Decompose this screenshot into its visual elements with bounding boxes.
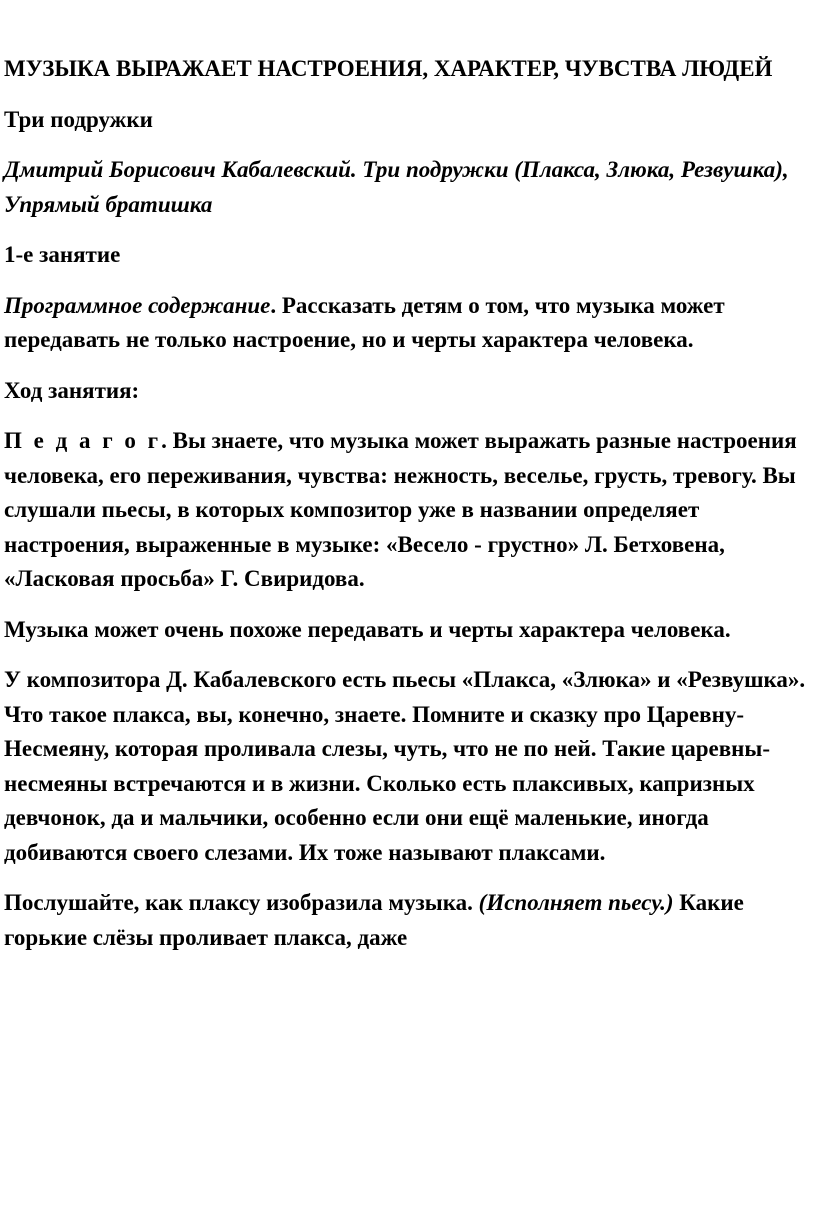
course-heading: Ход занятия: bbox=[4, 377, 140, 403]
listen-text-after: Какие горькие слёзы проливает плакса, даже bbox=[4, 890, 744, 950]
kabalevsky-paragraph: У композитора Д. Кабалевского есть пьесы «Плакса, «Злюка» и «Резвушка». Что такое плакса, вы, конечно, знаете. Помните и сказку про Царевну-Несмеяну, которая проливала слезы, чуть, что не по ней. Такие царевны-несмеяны встречаются и в жизни. Сколько есть плаксивых, капризных девчонок, да и мальчики, особенно если они ещё маленькие, иногда добиваются своего слезами. Их тоже называют плаксами. bbox=[4, 667, 806, 865]
lesson-heading: 1-е занятие bbox=[4, 242, 121, 267]
stage-direction: (Исполняет пьесу.) bbox=[478, 890, 674, 915]
teacher-speaker-label: П е д а г о г bbox=[4, 428, 162, 453]
document-title: МУЗЫКА ВЫРАЖАЕТ НАСТРОЕНИЯ, ХАРАКТЕР, ЧУВСТВА ЛЮДЕЙ bbox=[4, 56, 773, 81]
teacher-speech-text: . Вы знаете, что музыка может выражать разные настроения человека, его переживания, чувства: нежность, веселье, грусть, тревогу. Вы слушали пьесы, в которых композитор уже в названии определяет настроения, выраженные в музыке: «Весело - грустно» Л. Бетховена, «Ласковая просьба» Г. Свиридова. bbox=[4, 428, 797, 591]
listen-paragraph bbox=[4, 886, 810, 955]
program-content-paragraph bbox=[4, 289, 810, 358]
teacher-speech-paragraph bbox=[4, 424, 810, 597]
listen-text-before: Послушайте, как плаксу изобразила музыка. bbox=[4, 890, 479, 915]
work-reference: Дмитрий Борисович Кабалевский. Три подружки (Плакса, Злюка, Резвушка), Упрямый братишка bbox=[4, 157, 789, 217]
program-content-text: . Рассказать детям о том, что музыка может передавать не только настроение, но и черты характера человека. bbox=[4, 292, 725, 352]
program-content-label: Программное содержание bbox=[4, 292, 271, 318]
document-subtitle: Три подружки bbox=[4, 106, 153, 132]
character-paragraph: Музыка может очень похоже передавать и черты характера человека. bbox=[4, 616, 731, 642]
